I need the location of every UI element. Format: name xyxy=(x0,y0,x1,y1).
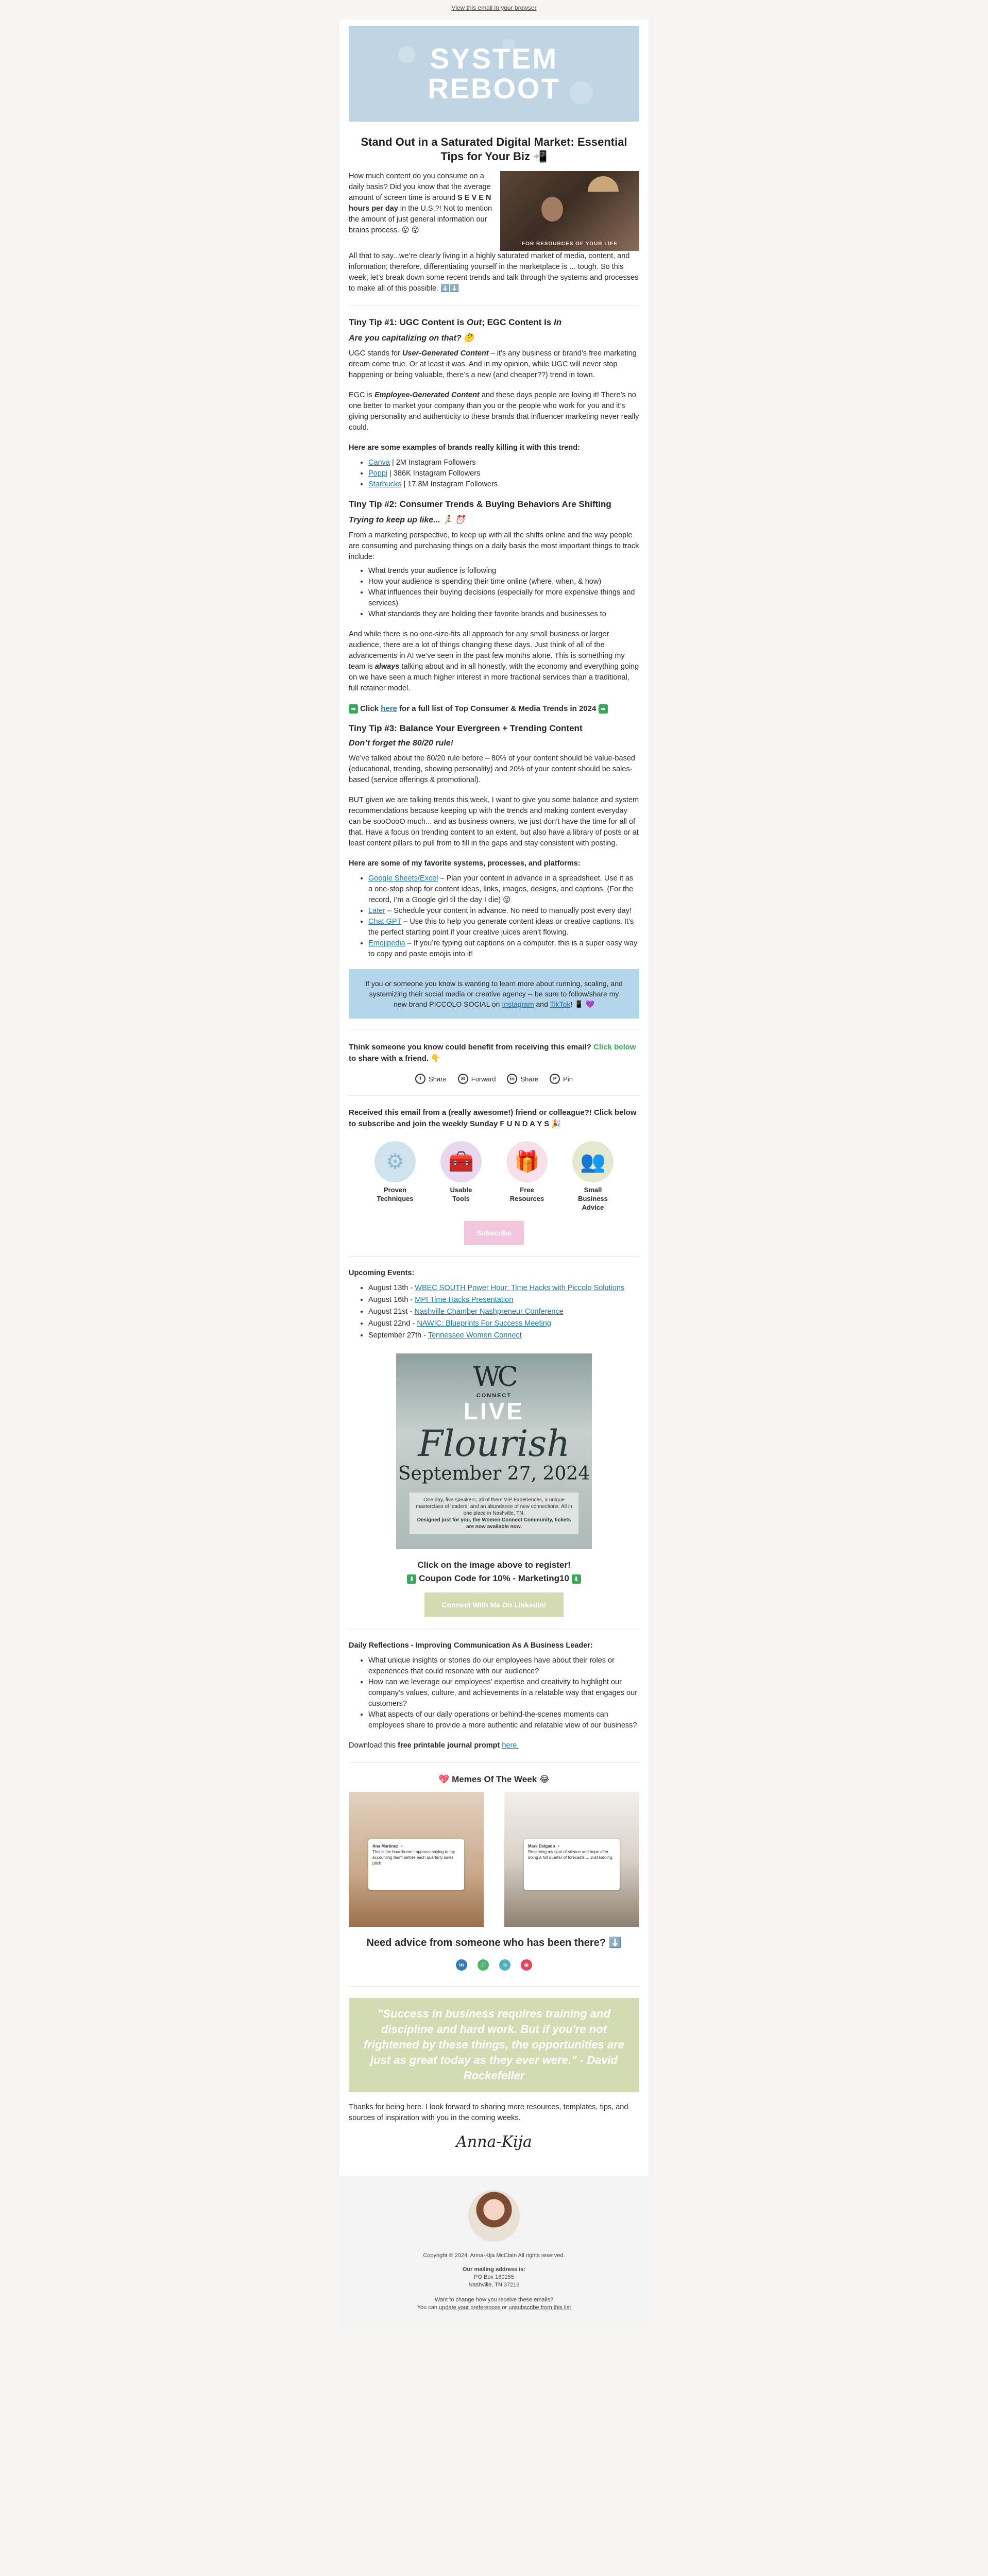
reflections-list xyxy=(349,1655,639,1731)
unsubscribe-link[interactable]: unsubscribe from this list xyxy=(508,2304,571,2311)
meme-image-1 xyxy=(349,1792,484,1927)
change-prefs-text: Want to change how you receive these emails? xyxy=(434,2297,554,2303)
linkedin-icon[interactable]: in xyxy=(456,1959,467,1971)
tip1-paragraph-1: UGC stands for User-Generated Content – it’s any business or brand’s free marketing dream come true. Or at least it was. And in my opinion, while UGC will never stop happening or being valuable, there’s a new (and cheaper??) trend in town. xyxy=(349,349,637,379)
brand-link-canva[interactable]: Canva xyxy=(368,459,390,467)
divider xyxy=(349,1256,639,1257)
quote-block: "Success in business requires training and discipline and hard work. But if you're not frightened by these things, the opportunities are just as great today as they ever were." - David Rockefeller xyxy=(349,1998,639,2092)
event-link[interactable]: NAWIC: Blueprints For Success Meeting xyxy=(417,1319,551,1328)
tip2-paragraph-1: From a marketing perspective, to keep up with all the shifts online and the way people are consuming and purchasing things on a daily basis the most important things to track include: xyxy=(349,531,639,561)
tip1-subtitle: Are you capitalizing on that? 🤔 xyxy=(349,334,474,343)
tiktok-link[interactable]: TikTok xyxy=(550,1000,571,1008)
download-line: Download this free printable journal prompt here. xyxy=(349,1741,519,1750)
list-item: • How can we leverage our employees’ expertise and creativity to highlight our company’s values, culture, and achievements in a relatable way that engages our customers? xyxy=(368,1677,639,1709)
email-container xyxy=(339,20,649,2327)
meme-post-1: Ana Martinez 🔹 This is the boardroom I approve saying to my accounting team before each quarterly sales pitch. xyxy=(368,1839,464,1890)
feature-small-business-advice: 👥 Small Business Advice xyxy=(570,1141,616,1212)
events-heading: Upcoming Events: xyxy=(349,1269,415,1277)
list-item: • Later – Schedule your content in advance. No need to manually post every day! xyxy=(368,906,639,917)
tip3-favorites-head: Here are some of my favorite systems, processes, and platforms: xyxy=(349,859,581,868)
tip3-paragraph-2: BUT given we are talking trends this week, I want to give you some balance and system recommendations because keeping up with the trends and making content everyday can be sooOooO much... and as business owners, we just don’t have the time for all of that. Have a focus on trending content to an extent, but also have a library of posts or at least content pillars to pull from to fill in the gaps and stay consistent with posting. xyxy=(349,796,639,848)
gift-icon: 🎁 xyxy=(506,1141,548,1182)
piccolo-social-callout: If you or someone you know is wanting to learn more about running, scaling, and systemizing their social media or creative agency -- be sure to follow/share my new brand PICCOLO SOCIAL on Instagram and TikTok! 📱 💜 xyxy=(349,969,639,1019)
arrow-right-icon: ➡ xyxy=(349,704,358,714)
list-item: • What aspects of our daily operations or behind-the-scenes moments can employees share to provide a more authentic and relatable view of our business? xyxy=(368,1709,639,1731)
list-item: • Canva | 2M Instagram Followers xyxy=(368,457,639,468)
list-item: • Google Sheets/Excel – Plan your content in advance in a spreadsheet. Use it as a one-stop shop for content ideas, links, images, designs, and captions. (For the record, I’m a Google girl til the day I die) 😜 xyxy=(368,873,639,906)
tip1-examples-head: Here are some examples of brands really killing it with this trend: xyxy=(349,444,580,452)
list-item: • September 27th - Tennessee Women Connect xyxy=(368,1330,639,1341)
headline: Stand Out in a Saturated Digital Market: Essential Tips for Your Biz 📲 xyxy=(361,135,627,163)
feature-usable-tools: 🧰 Usable Tools xyxy=(438,1141,484,1212)
memes-heading: 💖 Memes Of The Week 😂 xyxy=(438,1774,550,1784)
tool-link-chat-gpt[interactable]: Chat GPT xyxy=(368,918,402,926)
subscribe-button[interactable]: Subscribe xyxy=(464,1221,524,1245)
brand-link-poppi[interactable]: Poppi xyxy=(368,469,388,478)
intro-photo xyxy=(500,171,639,251)
divider xyxy=(349,1762,639,1763)
arrow-down-icon: ⬇ xyxy=(407,1574,416,1584)
share-linkedin-button[interactable]: in Share xyxy=(507,1074,538,1084)
event-link[interactable]: Nashville Chamber Nashpreneur Conference xyxy=(414,1308,564,1316)
instagram-link[interactable]: Instagram xyxy=(502,1000,534,1008)
trends-cta: ➡ Click here for a full list of Top Consumer & Media Trends in 2024 ➡ xyxy=(349,703,639,714)
poster-wc-logo: WC xyxy=(473,1362,515,1393)
event-link[interactable]: Tennessee Women Connect xyxy=(428,1331,522,1340)
list-item: • Poppi | 386K Instagram Followers xyxy=(368,468,639,479)
tip1-title: Tiny Tip #1: UGC Content is Out; EGC Content Is In xyxy=(349,317,562,327)
tip3-paragraph-1: We’ve talked about the 80/20 rule before – 80% of your content should be value-based (educational, trending, showing personality) and 20% of your content should be sales-based (service offerings & promotional). xyxy=(349,754,635,784)
topbar xyxy=(0,0,988,20)
poster-connect: CONNECT xyxy=(476,1393,512,1399)
memes-row xyxy=(349,1792,639,1927)
event-link[interactable]: WBEC SOUTH Power Hour: Time Hacks with Piccolo Solutions xyxy=(415,1284,625,1292)
brand-link-starbucks[interactable]: Starbucks xyxy=(368,480,402,488)
tool-link-later[interactable]: Later xyxy=(368,907,386,915)
subscribe-heading: Received this email from a (really awesome!) friend or colleague?! Click below to subscribe and join the weekly Sunday F U N D A Y S 🎉 xyxy=(349,1108,637,1128)
intro-paragraph-2: All that to say...we’re clearly living in a highly saturated market of media, content, and information; therefore, differentiating yourself in the marketplace is ... tough. So this week, let’s break down some recent trends and talk through the systems and processes to make all of this possible. ⬇️⬇️ xyxy=(349,252,639,293)
banner-line2: REBOOT xyxy=(428,72,560,105)
tool-link-google-sheets[interactable]: Google Sheets/Excel xyxy=(368,874,438,883)
list-item: • August 22nd - NAWIC: Blueprints For Success Meeting xyxy=(368,1318,639,1329)
intro-section xyxy=(349,171,639,251)
brand-list xyxy=(349,457,639,490)
tip3-subtitle: Don’t forget the 80/20 rule! xyxy=(349,739,453,748)
feature-proven-techniques: ⚙ Proven Techniques xyxy=(372,1141,418,1212)
divider xyxy=(349,1986,639,1987)
email-icon: ✉ xyxy=(458,1074,468,1084)
linkedin-connect-button[interactable]: Connect With Me On LinkedIn! xyxy=(424,1592,564,1617)
website-icon[interactable]: ◎ xyxy=(499,1959,510,1971)
tools-list xyxy=(349,873,639,960)
people-icon: 👥 xyxy=(572,1141,614,1182)
event-link[interactable]: MPI Time Hacks Presentation xyxy=(415,1296,514,1304)
coupon-text: ⬇ Coupon Code for 10% - Marketing10 ⬇ xyxy=(349,1572,639,1585)
pin-button[interactable]: P Pin xyxy=(550,1074,573,1084)
trends-link[interactable]: here xyxy=(381,704,397,713)
photo-caption: FOR RESOURCES OF YOUR LIFE xyxy=(522,241,618,247)
email-card xyxy=(339,20,649,2176)
share-buttons xyxy=(349,1074,639,1084)
view-in-browser-link[interactable]: View this email in your browser xyxy=(451,4,537,11)
advice-heading: Need advice from someone who has been there? ⬇️ xyxy=(366,1937,622,1948)
tool-link-emojipedia[interactable]: Emojipedia xyxy=(368,939,405,947)
event-poster[interactable] xyxy=(396,1353,592,1549)
update-preferences-link[interactable]: update your preferences xyxy=(439,2304,501,2311)
poster-date: September 27, 2024 xyxy=(398,1463,590,1484)
list-item: • Emojipedia – If you’re typing out captions on a computer, this is a super easy way to copy and paste emojis into it! xyxy=(368,938,639,960)
poster-live: LIVE xyxy=(463,1398,525,1425)
facebook-icon: f xyxy=(415,1074,425,1084)
tip2-list xyxy=(349,566,639,620)
register-text: Click on the image above to register! xyxy=(417,1560,571,1570)
linkedin-icon: in xyxy=(507,1074,517,1084)
list-item: • Starbucks | 17.8M Instagram Followers xyxy=(368,479,639,490)
mailing-po: PO Box 160155 xyxy=(474,2274,514,2280)
tip3-title: Tiny Tip #3: Balance Your Evergreen + Trending Content xyxy=(349,723,583,733)
arrow-right-icon: ➡ xyxy=(599,704,608,714)
list-item: • August 21st - Nashville Chamber Nashpreneur Conference xyxy=(368,1307,639,1317)
list-item: • What trends your audience is following xyxy=(368,566,639,577)
feature-icons xyxy=(349,1141,639,1212)
list-item: • August 16th - MPI Time Hacks Presentation xyxy=(368,1295,639,1306)
gear-icon: ⚙ xyxy=(374,1141,416,1182)
list-item: • Chat GPT – Use this to help you generate content ideas or creative captions. It’s the perfect starting point if your creative juices aren’t flowing. xyxy=(368,917,639,938)
meme-post-2: Mark Delgado 🔹 Reserving my spot of silence and hope after doing a full quarter of forecasts ... Just kidding. xyxy=(524,1839,620,1890)
link-icon[interactable]: 🔗 xyxy=(478,1959,489,1971)
toolbox-icon: 🧰 xyxy=(440,1141,482,1182)
instagram-icon[interactable]: ◉ xyxy=(521,1959,532,1971)
mailing-head: Our mailing address is: xyxy=(462,2266,526,2273)
feature-free-resources: 🎁 Free Resources xyxy=(504,1141,550,1212)
avatar xyxy=(468,2190,520,2242)
social-links xyxy=(349,1959,639,1971)
tip2-title: Tiny Tip #2: Consumer Trends & Buying Behaviors Are Shifting xyxy=(349,499,611,509)
closing-paragraph: Thanks for being here. I look forward to sharing more resources, templates, tips, and sources of inspiration with you in the coming weeks. xyxy=(349,2103,628,2122)
list-item: • What influences their buying decisions (especially for more expensive things and services) xyxy=(368,587,639,609)
reflections-heading: Daily Reflections - Improving Communication As A Business Leader: xyxy=(349,1641,593,1650)
forward-email-button[interactable]: ✉ Forward xyxy=(458,1074,496,1084)
journal-download-link[interactable]: here. xyxy=(502,1741,519,1750)
tip2-subtitle: Trying to keep up like... 🏃 ⏰ xyxy=(349,516,466,524)
list-item: • How your audience is spending their time online (where, when, & how) xyxy=(368,577,639,587)
banner-line1: SYSTEM xyxy=(430,42,558,75)
divider xyxy=(349,1095,639,1096)
tip1-paragraph-2: EGC is Employee-Generated Content and these days people are loving it! There’s no one better to market your company than you or the people who work for you and it’s giving personality and authenticity to these brands that influencer marketing never really could. xyxy=(349,391,639,432)
poster-flourish: Flourish xyxy=(418,1422,570,1465)
tip2-paragraph-2: And while there is no one-size-fits all approach for any small business or larger audience, there are a lot of things changing these days. Just think of all of the advancements in AI we’ve seen in the past few months alone. This is something my team is always talking about and in all honestly, with the economy and everything going on we have seen a much higher interest in more fractional services than a traditional, full retainer model. xyxy=(349,630,639,692)
pinterest-icon: P xyxy=(550,1074,560,1084)
banner xyxy=(349,26,639,122)
signature: Anna-Kija xyxy=(456,2133,532,2151)
mailing-city: Nashville, TN 37216 xyxy=(468,2282,520,2288)
poster-description: One day, five speakers, all of them VIP Experiences, a unique masterclass of leaders, and an abundance of new connections. All in one place in Nashville, TN. Designed just for you, the Women Connect Community, tickets are now available now. xyxy=(410,1493,578,1534)
list-item: • What unique insights or stories do our employees have about their roles or experiences that could resonate with our audience? xyxy=(368,1655,639,1677)
share-facebook-button[interactable]: f Share xyxy=(415,1074,447,1084)
events-list xyxy=(349,1283,639,1341)
copyright: Copyright © 2024, Anna-Kija McClain All rights reserved. xyxy=(423,2252,565,2259)
list-item: • August 13th - WBEC SOUTH Power Hour: Time Hacks with Piccolo Solutions xyxy=(368,1283,639,1294)
prefs-line: You can update your preferences or unsubscribe from this list xyxy=(417,2304,571,2311)
list-item: • What standards they are holding their favorite brands and businesses to xyxy=(368,609,639,620)
share-heading: Think someone you know could benefit from receiving this email? Click below to share with a friend. 👇 xyxy=(349,1043,636,1063)
intro-paragraph: How much content do you consume on a daily basis? Did you know that the average amount of screen time is around S E V E N hours per day in the U.S.?! Not to mention the amount of just general information our brains process. 😵 😵 xyxy=(349,172,492,234)
meme-image-2 xyxy=(504,1792,639,1927)
footer xyxy=(339,2176,649,2327)
arrow-down-icon: ⬇ xyxy=(572,1574,581,1584)
